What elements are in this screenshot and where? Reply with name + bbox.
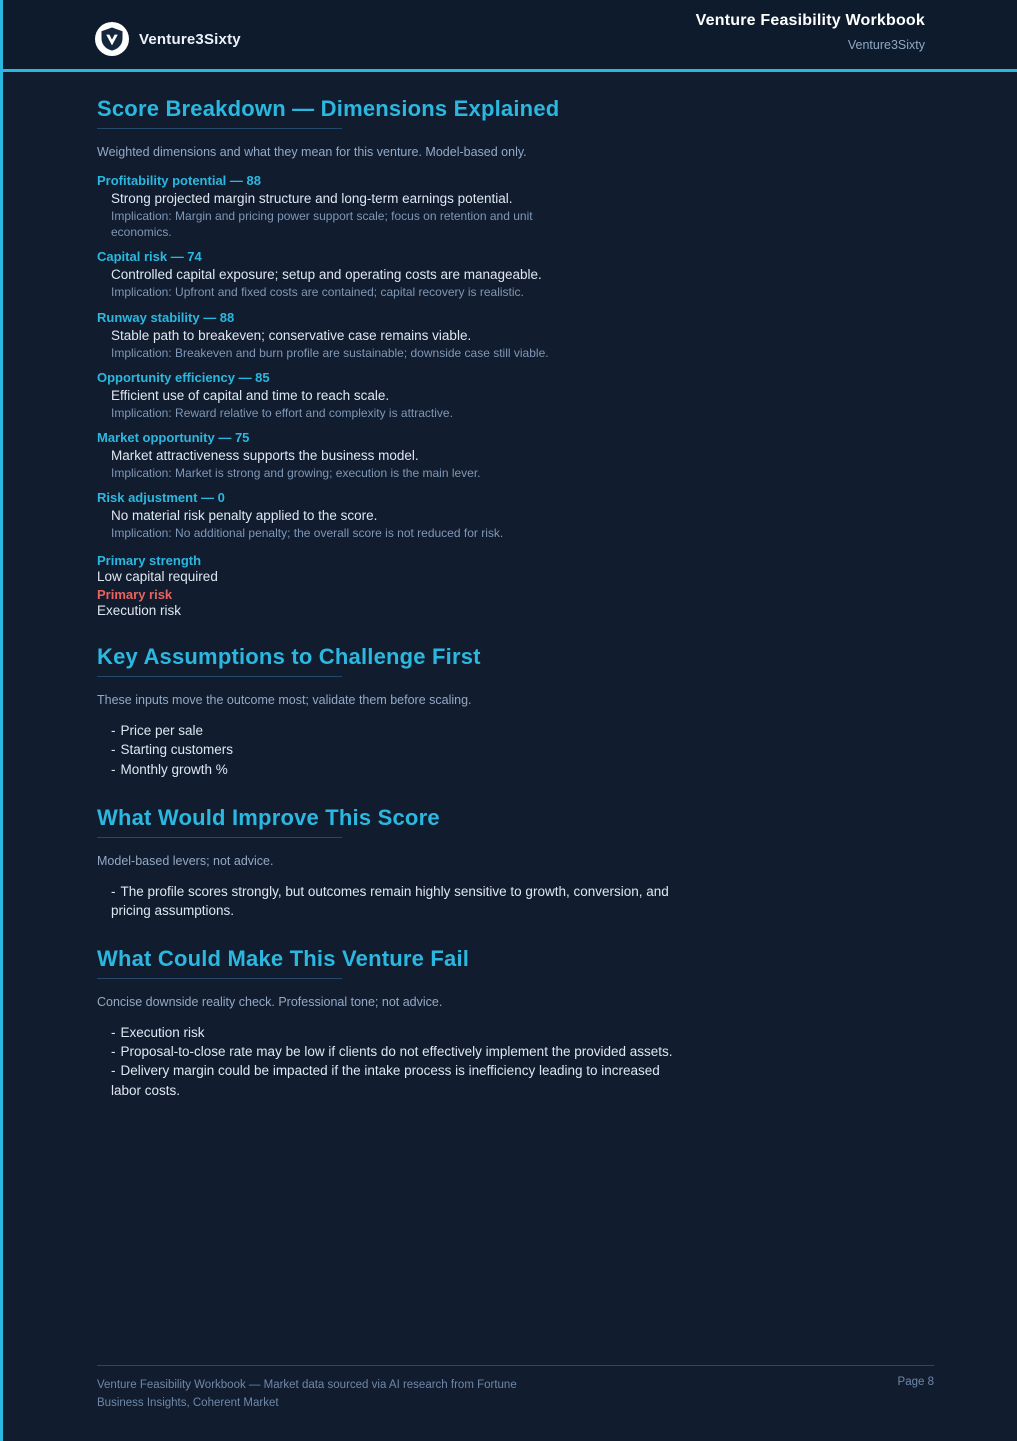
list-item: [111, 760, 691, 779]
dimension-item: [97, 173, 937, 240]
list-item-text: Price per sale: [120, 723, 204, 739]
section-rule: [97, 978, 342, 979]
improve-list: [97, 882, 937, 920]
list-item-text: Execution risk: [120, 1025, 205, 1041]
dimension-description: No material risk penalty applied to the score.: [111, 508, 378, 524]
list-item: [111, 1023, 691, 1042]
header-title-block: [696, 12, 925, 52]
section-title-assumptions: Key Assumptions to Challenge First: [97, 644, 481, 670]
bullet-dash: -: [111, 1063, 116, 1079]
list-item: [111, 882, 691, 920]
page-footer: [97, 1365, 934, 1413]
dimension-implication: Implication: Market is strong and growing; execution is the main lever.: [111, 465, 481, 480]
brand: [95, 22, 241, 56]
primary-strength-value: Low capital required: [97, 569, 218, 585]
dimension-title: Market opportunity — 75: [97, 429, 250, 445]
list-item-text: Starting customers: [120, 742, 234, 758]
section-intro-fail: Concise downside reality check. Professional tone; not advice.: [97, 995, 443, 1010]
shield-check-icon: [95, 22, 129, 56]
page-number: Page 8: [897, 1375, 934, 1388]
dimension-description: Stable path to breakeven; conservative case remains viable.: [111, 327, 472, 343]
dimension-title: Capital risk — 74: [97, 249, 202, 265]
list-item-text: The profile scores strongly, but outcomes remain highly sensitive to growth, conversion, and pricing assumptions.: [111, 883, 669, 918]
bullet-dash: -: [111, 761, 116, 777]
dimension-item: [97, 430, 937, 481]
section-rule: [97, 676, 342, 677]
section-title-score-breakdown: Score Breakdown — Dimensions Explained: [97, 96, 560, 121]
brand-name: Venture3Sixty: [139, 30, 241, 48]
list-item: [111, 1042, 691, 1061]
dimension-description: Efficient use of capital and time to reach scale.: [111, 387, 390, 403]
list-item: [111, 740, 691, 759]
primary-risk-label: Primary risk: [97, 587, 173, 603]
dimension-item: [97, 310, 937, 361]
bullet-dash: -: [111, 1044, 116, 1060]
document-subtitle: Venture3Sixty: [847, 38, 925, 52]
dimension-description: Controlled capital exposure; setup and operating costs are manageable.: [111, 267, 542, 283]
section-rule: [97, 837, 342, 838]
primary-strength-label: Primary strength: [97, 553, 202, 569]
bullet-dash: -: [111, 742, 116, 758]
primary-risk-value: Execution risk: [97, 603, 182, 619]
list-item-text: Monthly growth %: [120, 761, 228, 777]
section-intro-assumptions: These inputs move the outcome most; validate them before scaling.: [97, 693, 472, 708]
dimension-implication: Implication: Margin and pricing power support scale; focus on retention and unit economics.: [111, 209, 533, 240]
dimension-title: Profitability potential — 88: [97, 173, 261, 188]
list-item: [111, 1061, 691, 1099]
list-item-text: Proposal-to-close rate may be low if clients do not effectively implement the provided assets.: [120, 1044, 673, 1060]
dimension-item: [97, 370, 937, 421]
dimension-item: [97, 249, 937, 300]
document-title: Venture Feasibility Workbook: [695, 12, 925, 29]
dimension-item: [97, 490, 937, 541]
dimension-title: Opportunity efficiency — 85: [97, 369, 270, 385]
fail-list: [97, 1023, 937, 1100]
bullet-dash: -: [111, 723, 116, 739]
dimension-description: Market attractiveness supports the business model.: [111, 447, 419, 463]
footer-note: Venture Feasibility Workbook — Market data sourced via AI research from Fortune Business Insights, Coherent Market: [97, 1378, 517, 1410]
list-item: [111, 721, 691, 740]
assumptions-list: [97, 721, 937, 778]
section-rule: [97, 128, 342, 129]
section-title-fail: What Could Make This Venture Fail: [97, 946, 470, 972]
dimension-title: Risk adjustment — 0: [97, 490, 225, 506]
section-intro-improve: Model-based levers; not advice.: [97, 853, 274, 868]
bullet-dash: -: [111, 883, 116, 899]
page-header: [3, 0, 1017, 72]
section-title-improve: What Would Improve This Score: [97, 804, 440, 830]
section-intro-score-breakdown: Weighted dimensions and what they mean for this venture. Model-based only.: [97, 145, 527, 159]
dimension-implication: Implication: Reward relative to effort and complexity is attractive.: [111, 405, 453, 420]
bullet-dash: -: [111, 1025, 116, 1041]
dimension-description: Strong projected margin structure and long-term earnings potential.: [111, 191, 513, 206]
dimension-implication: Implication: No additional penalty; the overall score is not reduced for risk.: [111, 526, 504, 541]
list-item-text: Delivery margin could be impacted if the intake process is inefficiency leading to increased labor costs.: [111, 1063, 660, 1098]
dimension-title: Runway stability — 88: [97, 309, 235, 325]
document-content: [97, 96, 937, 1100]
dimension-implication: Implication: Breakeven and burn profile are sustainable; downside case still viable.: [111, 345, 549, 360]
dimension-implication: Implication: Upfront and fixed costs are contained; capital recovery is realistic.: [111, 285, 524, 300]
